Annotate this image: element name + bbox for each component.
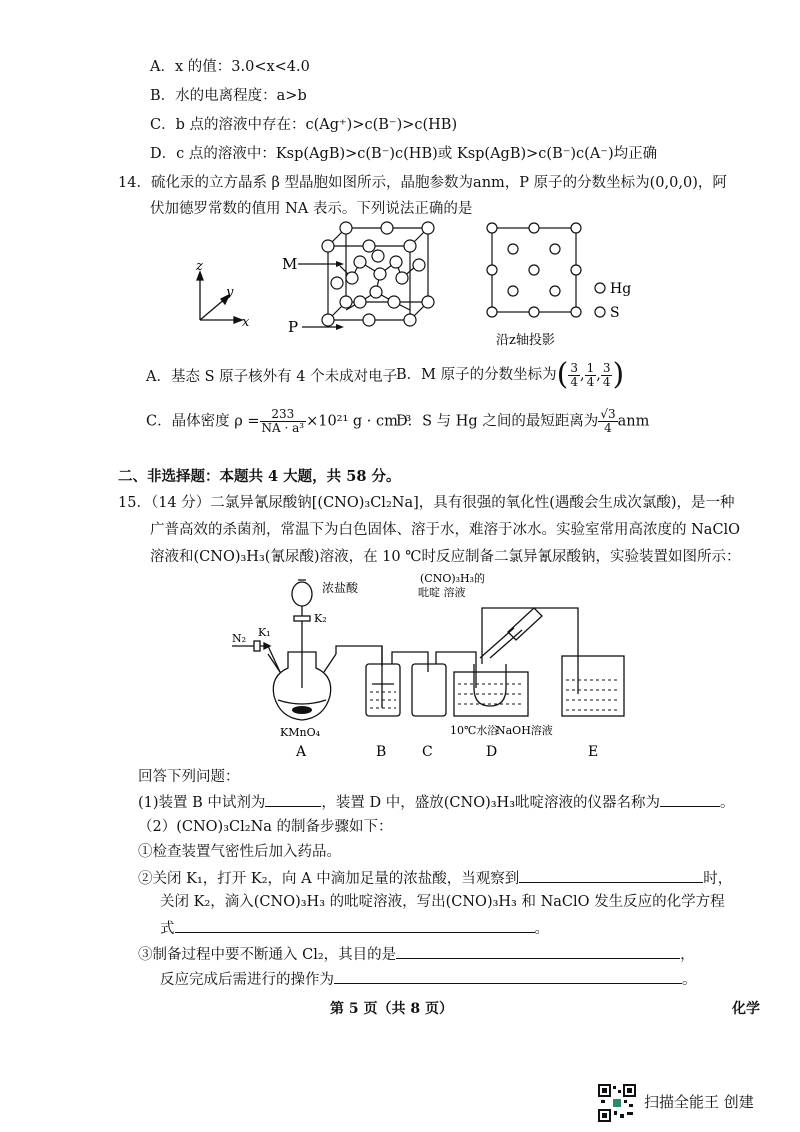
q13-option-a: A．x 的值：3.0<x<4.0 (150, 59, 310, 75)
dropping-funnel (292, 582, 312, 606)
q15-intro-line2: 广普高效的杀菌剂，常温下为白色固体、溶于水，难溶于冰水。实验室常用高浓度的 NaClO (150, 522, 741, 538)
label-p: P (288, 318, 299, 336)
axes-icon (197, 272, 242, 323)
q14-option-d: D．S 与 Hg 之间的最短距离为 $\frac{√3}{4}$ anm (396, 407, 650, 435)
legend-s: S (610, 305, 620, 321)
kmno4-solid (292, 706, 312, 714)
blank-5[interactable] (396, 944, 680, 959)
q14-option-a: A．基态 S 原子核外有 4 个未成对电子 (146, 369, 398, 385)
q15-intro-line3: 溶液和(CNO)₃H₃(氰尿酸)溶液，在 10 ℃时反应制备二氯异氰尿酸钠，实验装置如图所示： (150, 549, 741, 565)
funnel-d (508, 608, 542, 640)
axis-y-label: y (226, 285, 234, 300)
label-c: C (422, 744, 433, 760)
axis-z-label: z (196, 259, 203, 274)
label-b: B (376, 744, 387, 760)
label-d: D (486, 744, 498, 760)
section2-heading: 二、非选择题：本题共 4 大题，共 58 分。 (118, 468, 401, 485)
hg-atoms (322, 222, 434, 326)
axis-x-label: x (242, 315, 250, 330)
scanner-credit: 扫描全能王 创建 (644, 1093, 754, 1111)
q15-1: (1)装置 B 中试剂为 ，装置 D 中，盛放(CNO)₃H₃吡啶溶液的仪器名称为 。 (138, 792, 735, 812)
q15-step3: ③制备过程中要不断通入 Cl₂，其目的是 ， (138, 944, 695, 964)
q15-step1: ①检查装置气密性后加入药品。 (138, 844, 341, 860)
subject-label: 化学 (732, 1001, 760, 1017)
q14-stem-line2: 伏加德罗常数的值用 NA 表示。下列说法正确的是 (150, 201, 473, 217)
q13-option-c: C．b 点的溶液中存在：c(Ag⁺)>c(B⁻)>c(HB) (150, 117, 458, 133)
q15-2-heading: （2）(CNO)₃Cl₂Na 的制备步骤如下： (138, 819, 393, 835)
blank-4[interactable] (175, 918, 535, 933)
q14-option-b: B．M 原子的分数坐标为( $\frac{3}{4}$ , $\frac{1}{4}$ , $\frac{3}{4}$ ) (396, 357, 625, 392)
q14-option-c: C．晶体密度 ρ = $\frac{233}{\text{NA · a³}}$ ×10²¹ g · cm⁻³ (146, 407, 412, 435)
answer-prompt: 回答下列问题： (138, 769, 240, 785)
label-water-bath: 10℃水浴 (450, 724, 499, 737)
q15-step2-line3: 式 。 (160, 918, 549, 938)
q13-option-d: D．c 点的溶液中：Ksp(AgB)>c(B⁻)c(HB)或 Ksp(AgB)>c(B⁻)c(A⁻)均正确 (150, 146, 658, 162)
label-k1: K₁ (258, 626, 271, 639)
apparatus-figure (218, 568, 638, 764)
q14-stem-line1: 14．硫化汞的立方晶系 β 型晶胞如图所示，晶胞参数为anm，P 原子的分数坐标为(0,0,0)，阿 (118, 175, 727, 191)
blank-2[interactable] (660, 792, 720, 807)
label-e: E (588, 744, 599, 760)
hg-legend-icon (595, 283, 605, 293)
label-n2: N₂ (232, 632, 247, 645)
q15-intro-line1: 15．（14 分）二氯异氰尿酸钠[(CNO)₃Cl₂Na]，具有很强的氧化性(遇酸会生成次氯酸)，是一种 (118, 495, 735, 511)
projection-atoms (487, 223, 581, 317)
q13-option-b: B．水的电离程度：a>b (150, 88, 307, 104)
legend-hg: Hg (610, 281, 632, 297)
label-reagent-2: 吡啶 溶液 (418, 586, 466, 599)
q15-step2: ②关闭 K₁，打开 K₂，向 A 中滴加足量的浓盐酸，当观察到 时， (138, 868, 732, 888)
label-m: M (282, 255, 298, 273)
label-conc-hcl: 浓盐酸 (322, 581, 359, 595)
s-legend-icon (595, 307, 605, 317)
label-reagent-1: (CNO)₃H₃的 (420, 572, 486, 585)
label-a: A (296, 744, 307, 760)
label-k2: K₂ (314, 612, 327, 625)
blank-3[interactable] (519, 868, 703, 883)
blank-1[interactable] (265, 792, 321, 807)
label-naoh: NaOH溶液 (496, 724, 553, 737)
q15-step3-line2: 反应完成后需进行的操作为 。 (160, 969, 697, 989)
blank-6[interactable] (334, 969, 682, 984)
crystal-figure (180, 218, 650, 350)
page-number: 第 5 页（共 8 页） (330, 1001, 453, 1017)
projection-caption: 沿z轴投影 (496, 333, 555, 348)
label-kmno4: KMnO₄ (280, 726, 320, 739)
q15-step2-line2: 关闭 K₂，滴入(CNO)₃H₃ 的吡啶溶液，写出(CNO)₃H₃ 和 NaClO 发生反应的化学方程 (160, 894, 725, 910)
qr-code-icon (598, 1084, 636, 1122)
beaker-e (562, 656, 624, 716)
bottle-c (412, 664, 446, 716)
